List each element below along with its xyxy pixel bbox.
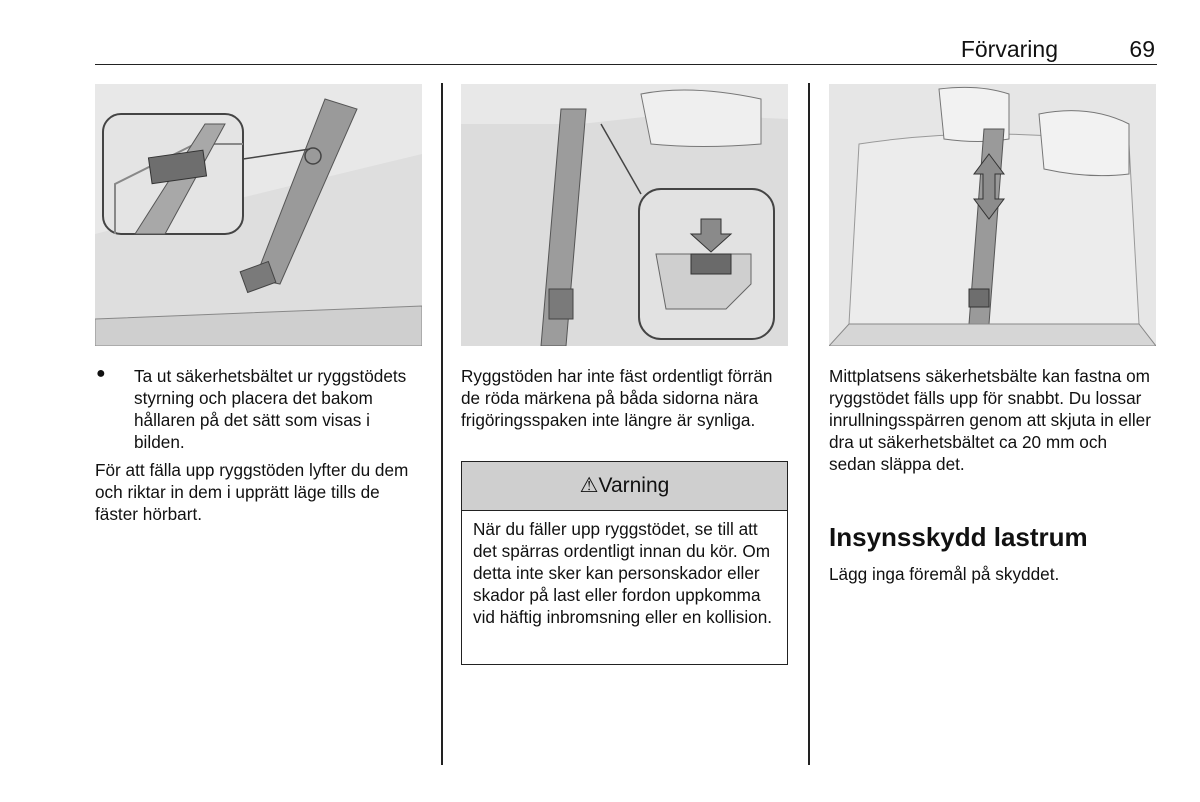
warning-triangle-icon: ⚠ (579, 474, 599, 497)
col3-paragraph: Mittplatsens säkerhetsbälte kan fastna om ryggstödet fälls upp för snabbt. Du lossar inrullningsspärren genom att skjuta in eller dra ut säkerhetsbältet ca 20 mm och sedan släppa det. (829, 366, 1151, 474)
warning-body: När du fäller upp ryggstödet, se till att det spärras ordentligt innan du kör. Om detta inte sker kan personskador eller skador på last eller fordon uppkomma vid häftig inbromsning eller en kollision. (473, 519, 773, 627)
bullet-symbol: ● (96, 365, 106, 382)
page-number: 69 (1129, 36, 1155, 62)
heading-paragraph: Lägg inga föremål på skyddet. (829, 564, 1060, 584)
warning-title: Varning (598, 474, 670, 497)
figure-middle-belt (829, 84, 1156, 346)
warning-header (462, 462, 787, 511)
section-heading: Insynsskydd lastrum (829, 522, 1088, 552)
section-title: Förvaring (960, 36, 1058, 62)
warning-box (461, 461, 788, 665)
column-divider-2 (808, 83, 810, 765)
figure-seatbelt-guide (95, 84, 422, 346)
page-header (95, 30, 1157, 65)
bullet-text: Ta ut säkerhetsbältet ur ryggstödets styrning och placera det bakom hållaren på det sätt som visas i bilden. (134, 366, 407, 452)
col2-paragraph: Ryggstöden har inte fäst ordentligt förrän de röda märkena på båda sidorna nära frigöringsspaken inte längre är synliga. (461, 366, 773, 430)
col1-paragraph: För att fälla upp ryggstöden lyfter du dem och riktar in dem i upprätt läge tills de fäster hörbart. (95, 460, 409, 524)
figure-red-markers (461, 84, 788, 346)
column-divider-1 (441, 83, 443, 765)
